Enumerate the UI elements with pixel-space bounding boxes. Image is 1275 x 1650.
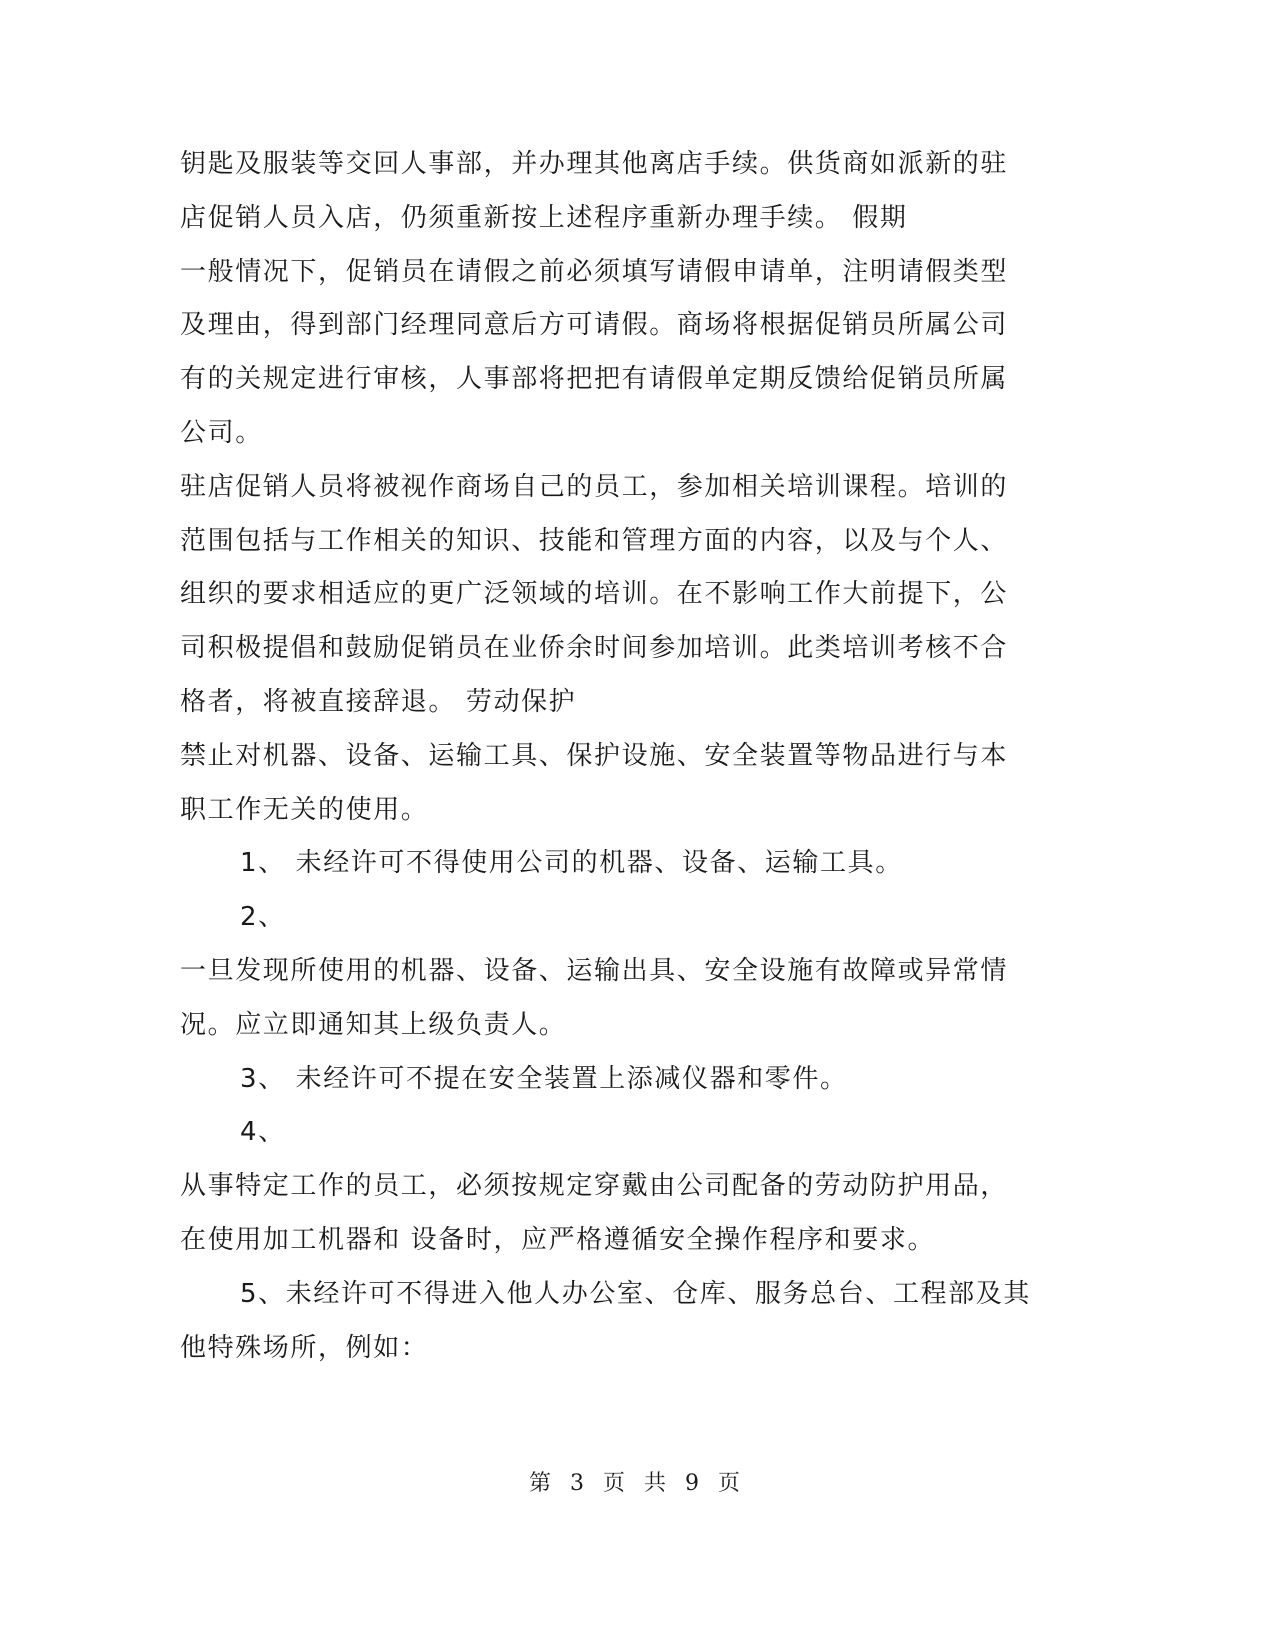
text-line-13: 职工作无关的使用。 [180, 794, 429, 825]
text-line-17: 况。应立即通知其上级负责人。 [180, 1009, 567, 1040]
text-line-5: 有的关规定进行审核，人事部将把把有请假单定期反馈给促销员所属 [180, 364, 1009, 395]
text-line-6: 公司。 [180, 417, 263, 448]
text-line-2: 店促销人员入店，仍须重新按上述程序重新办理手续。 假期 [180, 202, 908, 233]
list-item-1: 1、 未经许可不得使用公司的机器、设备、运输工具。 [240, 848, 903, 879]
text-line-10: 司积极提倡和鼓励促销员在业侨余时间参加培训。此类培训考核不合 [180, 633, 1009, 664]
text-line-1: 钥匙及服装等交回人事部，并办理其他离店手续。供货商如派新的驻 [180, 149, 1009, 179]
document-body [180, 138, 1060, 1375]
text-line-7: 驻店促销人员将被视作商场自己的员工，参加相关培训课程。培训的 [180, 471, 1009, 502]
list-item-3: 3、 未经许可不提在安全装置上添减仪器和零件。 [240, 1063, 848, 1094]
text-line-9: 组织的要求相适应的更广泛领域的培训。在不影响工作大前提下，公 [180, 579, 1009, 610]
list-item-2-number: 2、 [240, 902, 286, 933]
list-item-5: 5、未经许可不得进入他人办公室、仓库、服务总台、工程部及其 [240, 1278, 1031, 1309]
list-item-4-number: 4、 [240, 1117, 286, 1148]
text-line-21: 在使用加工机器和 设备时，应严格遵循安全操作程序和要求。 [180, 1224, 936, 1255]
page-number-footer: 第 3 页 共 9 页 [529, 1471, 746, 1496]
text-line-12: 禁止对机器、设备、运输工具、保护设施、安全装置等物品进行与本 [180, 740, 1009, 771]
text-line-11: 格者，将被直接辞退。 劳动保护 [180, 686, 577, 717]
text-line-23: 他特殊场所，例如： [180, 1332, 429, 1363]
text-line-8: 范围包括与工作相关的知识、技能和管理方面的内容，以及与个人、 [180, 525, 1009, 556]
text-line-4: 及理由，得到部门经理同意后方可请假。商场将根据促销员所属公司 [180, 310, 1009, 341]
text-line-16: 一旦发现所使用的机器、设备、运输出具、安全设施有故障或异常情 [180, 955, 1009, 986]
text-line-20: 从事特定工作的员工，必须按规定穿戴由公司配备的劳动防护用品， [180, 1171, 1009, 1202]
text-line-3: 一般情况下，促销员在请假之前必须填写请假申请单，注明请假类型 [180, 256, 1009, 287]
